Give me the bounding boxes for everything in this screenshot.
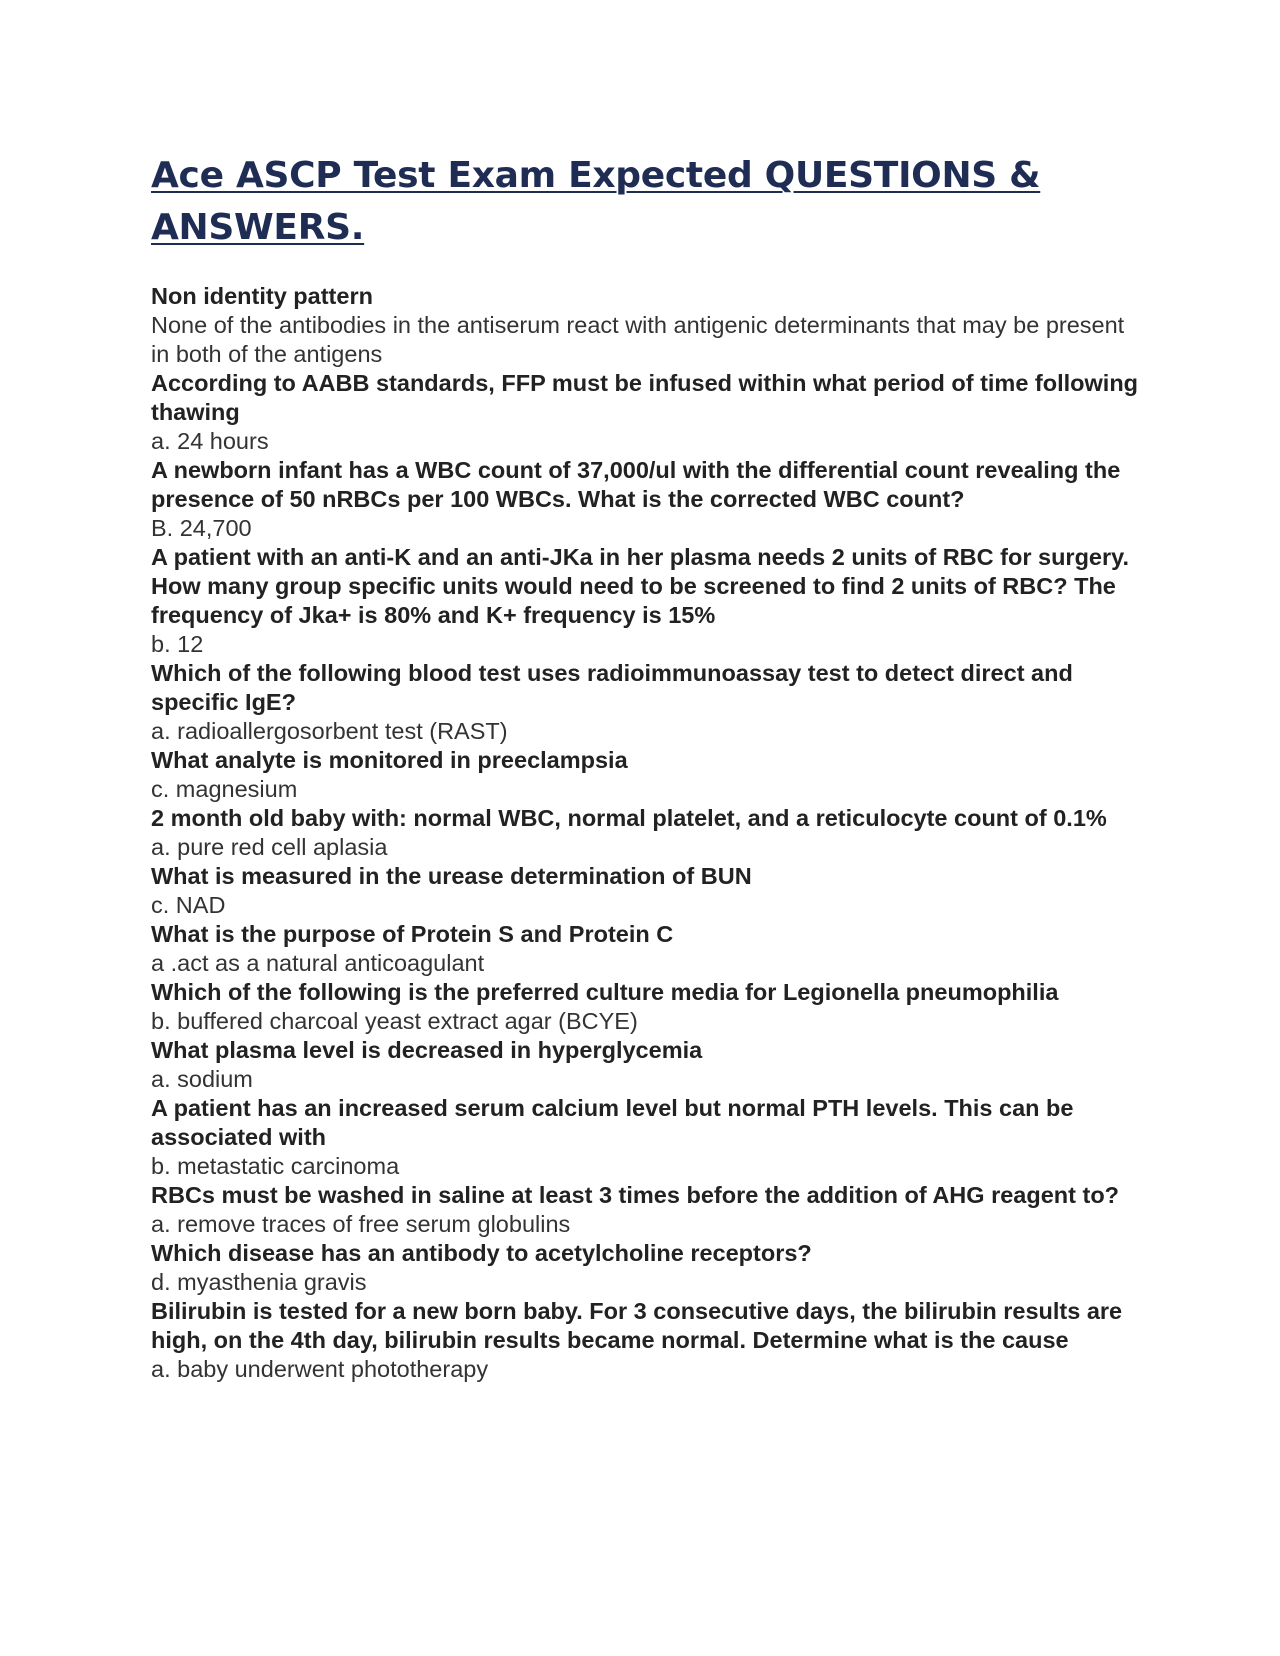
qa-list [151,282,1141,1384]
qa-item [151,978,1141,1036]
answer-text: c. NAD [151,892,226,918]
answer-text: a. remove traces of free serum globulins [151,1211,571,1237]
qa-item [151,659,1141,746]
question-text: A newborn infant has a WBC count of 37,000/ul with the differential count revealing the presence of 50 nRBCs per 100 WBCs. What is the corrected WBC count? [151,457,1121,512]
document-title: Ace ASCP Test Exam Expected QUESTIONS & ANSWERS. [151,155,1041,248]
answer-text: c. magnesium [151,776,298,802]
question-text: A patient with an anti-K and an anti-JKa in her plasma needs 2 units of RBC for surgery. How many group specific units would need to be screened to find 2 units of RBC? The frequency of Jka+ is 80% and K+ frequency is 15% [151,544,1130,628]
answer-text: a. baby underwent phototherapy [151,1356,489,1382]
qa-item [151,920,1141,978]
qa-item [151,804,1141,862]
question-text: According to AABB standards, FFP must be infused within what period of time following thawing [151,370,1139,425]
question-text: What is measured in the urease determination of BUN [151,863,752,889]
question-text: What analyte is monitored in preeclampsia [151,747,628,773]
question-text: 2 month old baby with: normal WBC, normal platelet, and a reticulocyte count of 0.1% [151,805,1107,831]
question-text: Which of the following blood test uses radioimmunoassay test to detect direct and specific IgE? [151,660,1073,715]
qa-item [151,369,1141,456]
answer-text: b. 12 [151,631,204,657]
answer-text: a. pure red cell aplasia [151,834,388,860]
document-page [151,150,1141,1384]
qa-item [151,1181,1141,1239]
answer-text: a. radioallergosorbent test (RAST) [151,718,508,744]
question-text: What plasma level is decreased in hyperglycemia [151,1037,703,1063]
qa-item [151,1094,1141,1181]
question-text: Bilirubin is tested for a new born baby. For 3 consecutive days, the bilirubin results are high, on the 4th day, bilirubin results became normal. Determine what is the cause [151,1298,1123,1353]
qa-item [151,282,1141,369]
answer-text: b. buffered charcoal yeast extract agar (BCYE) [151,1008,638,1034]
qa-item [151,1297,1141,1384]
qa-item [151,746,1141,804]
answer-text: a .act as a natural anticoagulant [151,950,485,976]
qa-item [151,862,1141,920]
qa-item [151,543,1141,659]
question-text: RBCs must be washed in saline at least 3 times before the addition of AHG reagent to? [151,1182,1120,1208]
qa-item [151,456,1141,543]
answer-text: None of the antibodies in the antiserum react with antigenic determinants that may be present in both of the antigens [151,312,1125,367]
answer-text: B. 24,700 [151,515,252,541]
question-text: A patient has an increased serum calcium level but normal PTH levels. This can be associated with [151,1095,1074,1150]
qa-item [151,1036,1141,1094]
answer-text: a. sodium [151,1066,253,1092]
question-text: Which disease has an antibody to acetylcholine receptors? [151,1240,812,1266]
question-text: What is the purpose of Protein S and Protein C [151,921,674,947]
qa-item [151,1239,1141,1297]
question-text: Non identity pattern [151,283,373,309]
answer-text: d. myasthenia gravis [151,1269,367,1295]
answer-text: b. metastatic carcinoma [151,1153,400,1179]
question-text: Which of the following is the preferred culture media for Legionella pneumophilia [151,979,1059,1005]
answer-text: a. 24 hours [151,428,269,454]
